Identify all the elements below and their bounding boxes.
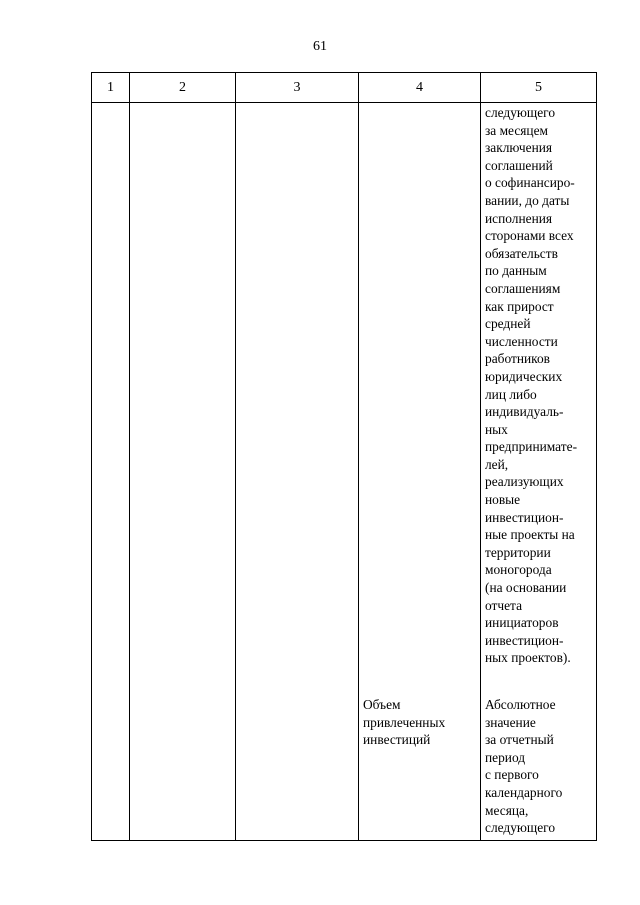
document-table bbox=[91, 72, 597, 841]
text-line: реализующих bbox=[485, 474, 564, 490]
text-line: предпринимате- bbox=[485, 439, 578, 455]
table-header-row bbox=[92, 73, 597, 103]
column-header-1: 1 bbox=[92, 73, 130, 103]
text-line: инициаторов bbox=[485, 615, 559, 631]
text-line: вании, до даты bbox=[485, 192, 570, 208]
column-header-3: 3 bbox=[236, 73, 359, 103]
page-number: 61 bbox=[313, 39, 327, 54]
text-line: Абсолютное bbox=[485, 697, 556, 712]
text-line: инвестицион- bbox=[485, 632, 564, 648]
text-line: работников bbox=[485, 351, 550, 367]
column-header-2: 2 bbox=[130, 73, 236, 103]
text-line: месяца, bbox=[485, 802, 529, 818]
text-line: за месяцем bbox=[485, 122, 549, 138]
text-line: ные проекты на bbox=[485, 527, 575, 543]
text-line: по данным bbox=[485, 263, 547, 279]
text-line: о софинансиро- bbox=[485, 175, 575, 191]
text-line: исполнения bbox=[485, 210, 553, 226]
column-5-cell bbox=[481, 103, 597, 841]
text-line: соглашений bbox=[485, 157, 553, 173]
text-line: средней bbox=[485, 316, 531, 332]
text-line: юридических bbox=[485, 368, 563, 384]
text-line: следующего bbox=[485, 105, 556, 120]
text-line: обязательств bbox=[485, 245, 558, 261]
text-line: сторонами всех bbox=[485, 228, 574, 244]
column-4-cell bbox=[359, 103, 481, 841]
text-line: соглашениям bbox=[485, 280, 561, 296]
indicator-name-text bbox=[363, 696, 478, 749]
table-row bbox=[92, 103, 597, 841]
text-line: с первого bbox=[485, 767, 539, 783]
text-line: ных bbox=[485, 421, 508, 437]
text-line: как прирост bbox=[485, 298, 554, 314]
text-line: инвестиций bbox=[363, 732, 431, 748]
text-line: заключения bbox=[485, 140, 553, 156]
column-header-4: 4 bbox=[359, 73, 481, 103]
text-line: индивидуаль- bbox=[485, 404, 564, 420]
text-line: новые bbox=[485, 492, 521, 508]
column-header-5: 5 bbox=[481, 73, 597, 103]
column-3-cell bbox=[236, 103, 359, 841]
text-line: за отчетный bbox=[485, 732, 554, 748]
text-line: лиц либо bbox=[485, 386, 537, 402]
text-line: календарного bbox=[485, 784, 563, 800]
text-line: отчета bbox=[485, 597, 523, 613]
text-line: значение bbox=[485, 714, 536, 730]
text-line: лей, bbox=[485, 456, 509, 472]
text-line: следующего bbox=[485, 820, 556, 836]
column-2-cell bbox=[130, 103, 236, 841]
text-line: ных проектов). bbox=[485, 650, 571, 666]
text-line: моногорода bbox=[485, 562, 552, 578]
text-line: привлеченных bbox=[363, 714, 446, 730]
text-line: инвестицион- bbox=[485, 509, 564, 525]
text-line: период bbox=[485, 749, 526, 765]
calculation-method-continued-text bbox=[485, 104, 594, 667]
calculation-method-text bbox=[485, 696, 594, 837]
text-line: численности bbox=[485, 333, 558, 349]
column-1-cell bbox=[92, 103, 130, 841]
text-line: территории bbox=[485, 544, 551, 560]
text-line: (на основании bbox=[485, 580, 567, 596]
text-line: Объем bbox=[363, 697, 401, 712]
